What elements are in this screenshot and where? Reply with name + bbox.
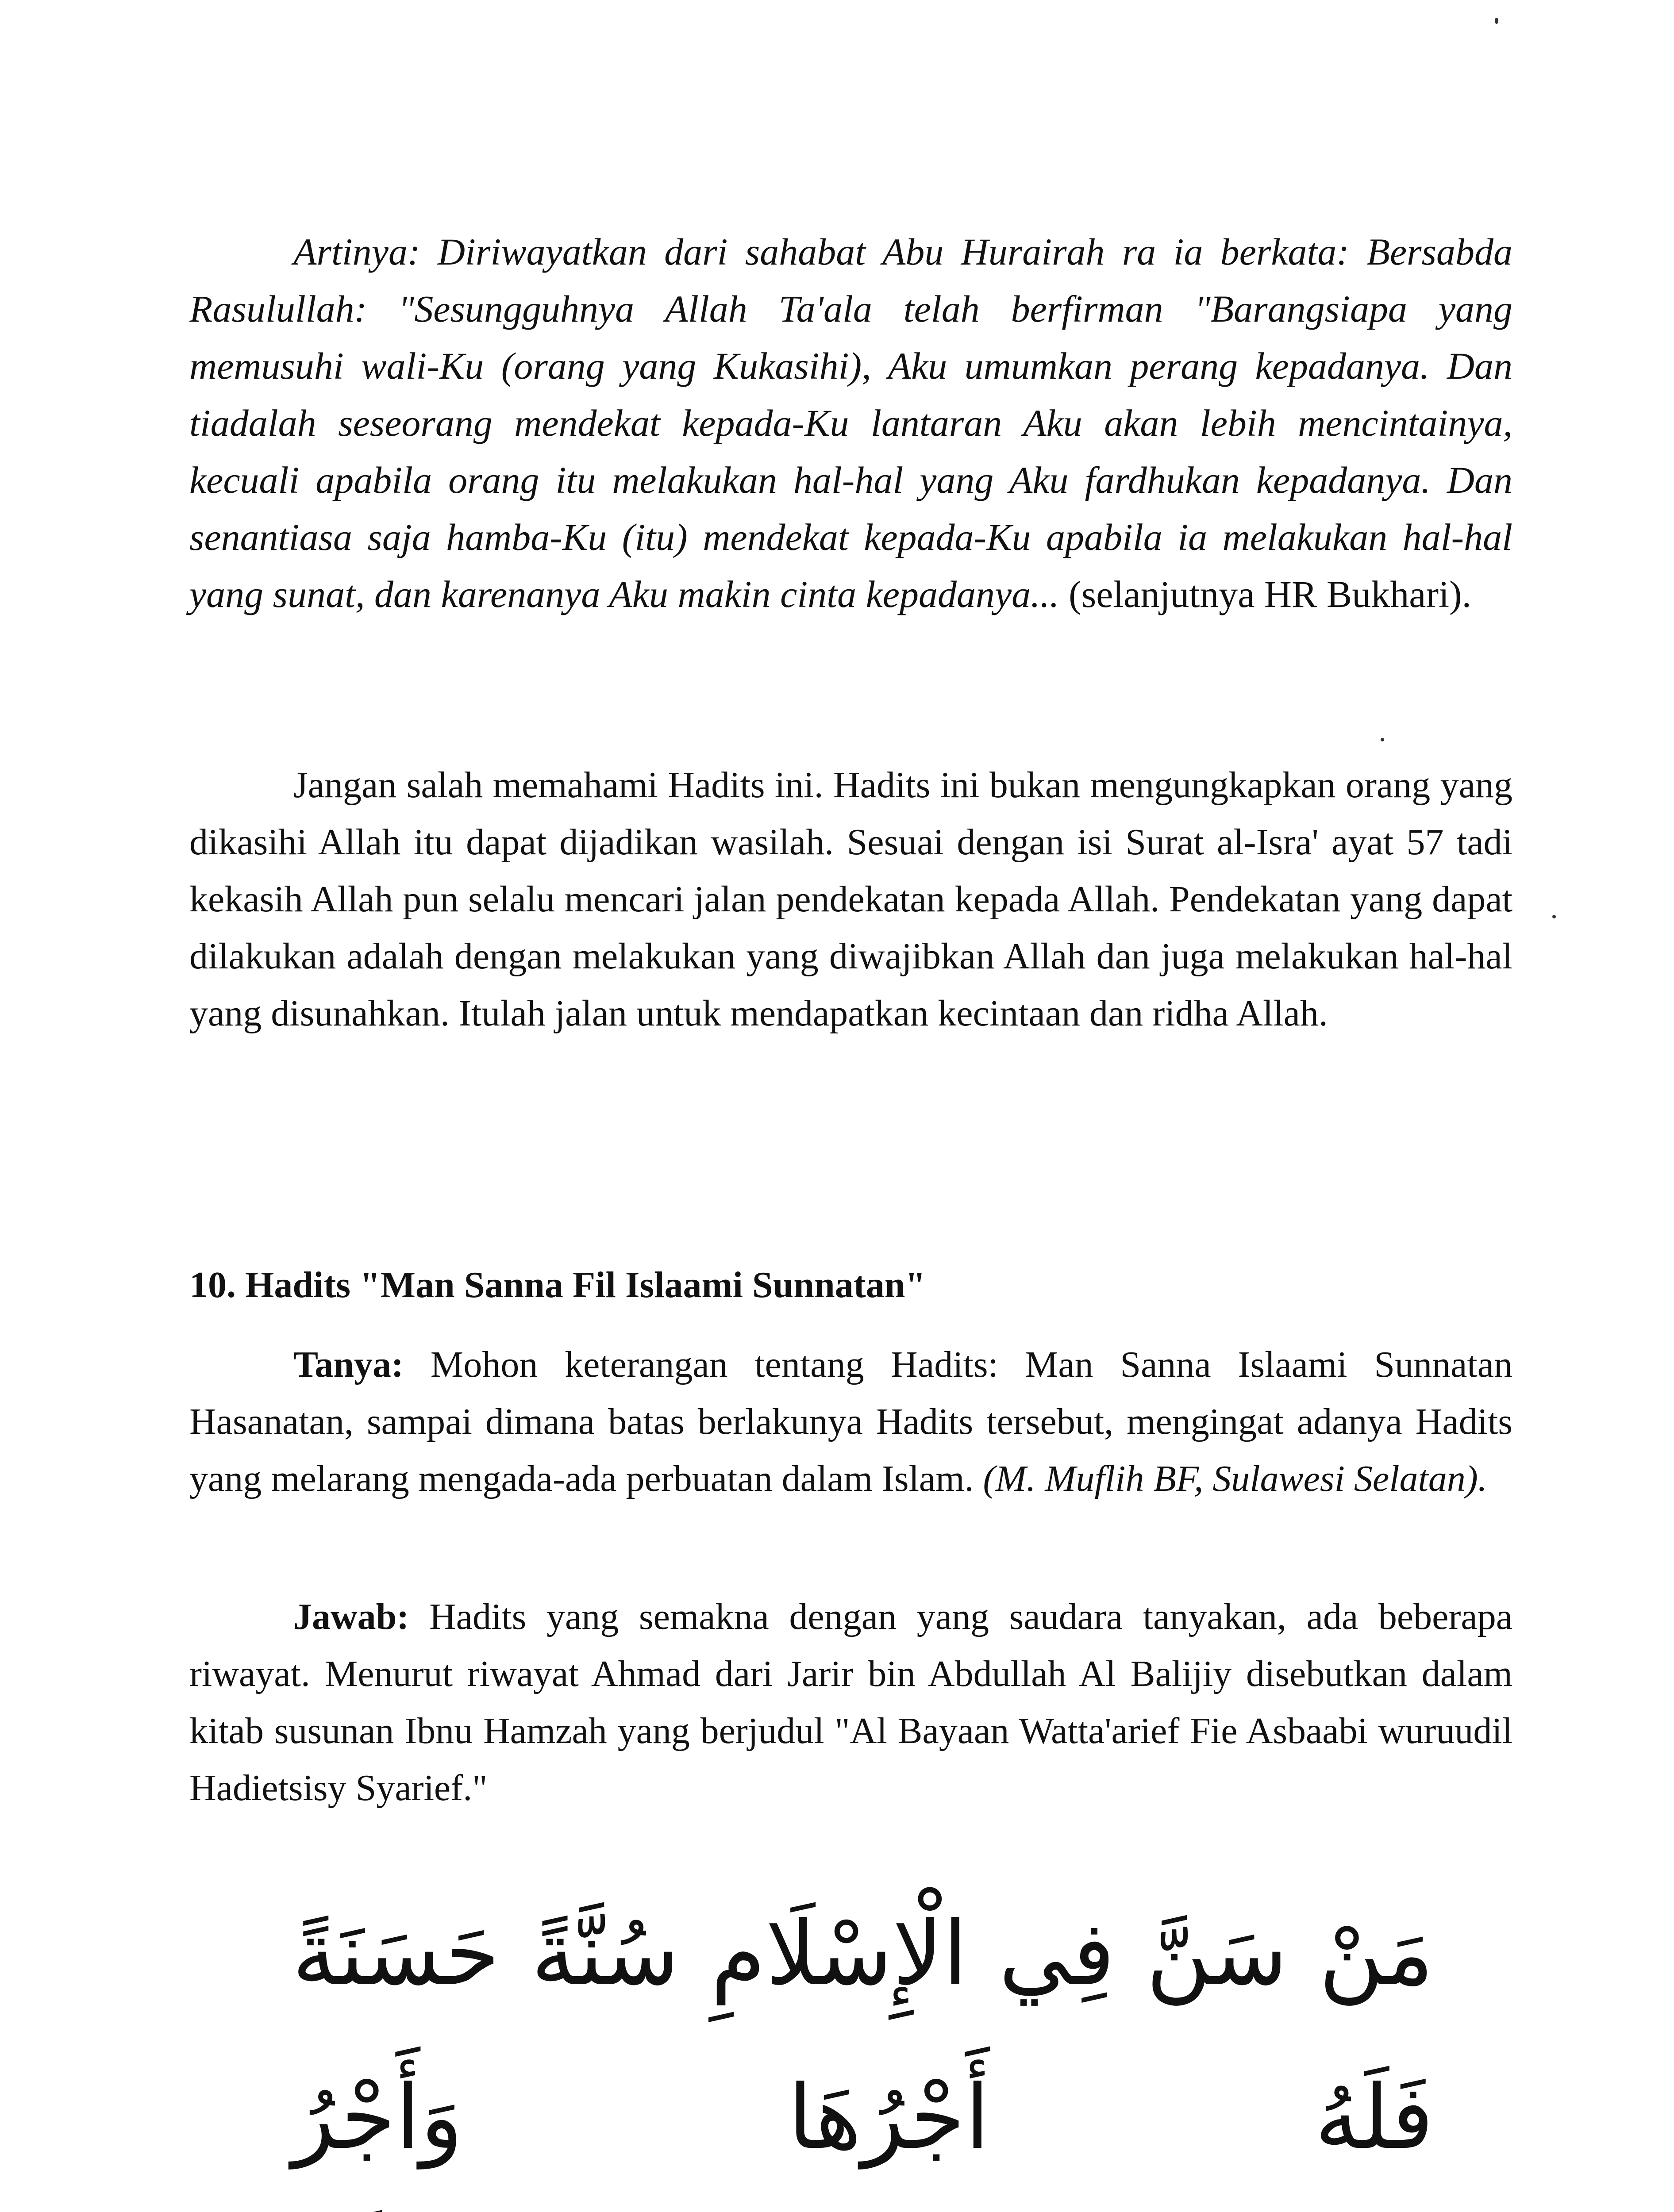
arabic-line-1: مَنْ سَنَّ فِي الْإِسْلَامِ سُنَّةً حَسَنَةً فَلَهُ أَجْرُهَا وَأَجْرُ [292, 1902, 1434, 2169]
hadith-translation-paragraph [189, 223, 1512, 623]
answer-block [189, 1588, 1512, 1816]
scan-speck [1552, 915, 1556, 918]
arabic-line-2 [292, 2200, 1434, 2212]
scan-speck [1495, 18, 1498, 24]
hadith-translation-block [189, 223, 1512, 623]
question-text: Mohon keterangan tentang Hadits: Man Sanna Islaami Sunnatan Hasanatan, sampai dimana batas berlakunya Hadits tersebut, mengingat adanya Hadits yang melarang mengada-ada perbuatan dalam Islam. [189, 1344, 1512, 1499]
answer-text: Hadits yang semakna dengan yang saudara tanyakan, ada beberapa riwayat. Menurut riwayat Ahmad dari Jarir bin Abdullah Al Balijiy disebutkan dalam kitab susunan Ibnu Hamzah yang berjudul "Al Bayaan Watta'arief Fie Asbaabi wuruudil Hadietsisy Syarief." [189, 1596, 1512, 1809]
answer-label: Jawab: [293, 1596, 409, 1637]
question-label: Tanya: [293, 1344, 404, 1385]
question-paragraph [189, 1336, 1512, 1507]
hadith-reference: (selanjutnya HR Bukhari). [1059, 573, 1472, 615]
question-block [189, 1336, 1512, 1507]
explanation-paragraph: Jangan salah memahami Hadits ini. Hadits ini bukan mengungkapkan orang yang dikasihi Allah itu dapat dijadikan wasilah. Sesuai dengan isi Surat al-Isra' ayat 57 tadi kekasih Allah pun selalu mencari jalan pendekatan kepada Allah. Pendekatan yang dapat dilakukan adalah dengan melakukan yang diwajibkan Allah dan juga melakukan hal-hal yang disunahkan. Itulah jalan untuk mendapatkan kecintaan dan ridha Allah. [189, 764, 1512, 1034]
section-heading: 10. Hadits "Man Sanna Fil Islaami Sunnatan" [189, 1264, 926, 1306]
question-asker: (M. Muflih BF, Sulawesi Selatan). [983, 1458, 1487, 1499]
hadith-translation-text: Artinya: Diriwayatkan dari sahabat Abu Hurairah ra ia berkata: Bersabda Rasulullah: "Sesungguhnya Allah Ta'ala telah berfirman "Barangsiapa yang memusuhi wali-Ku (orang yang Kukasihi), Aku umumkan perang kepadanya. Dan tiadalah seseorang mendekat kepada-Ku lantaran Aku akan lebih mencintainya, kecuali apabila orang itu melakukan hal-hal yang Aku fardhukan kepadanya. Dan senantiasa saja hamba-Ku (itu) mendekat kepada-Ku apabila ia melakukan hal-hal yang sunat, dan karenanya Aku makin cinta kepadanya... [189, 230, 1512, 615]
section-heading-block [189, 1256, 1512, 1313]
arabic-hadith-text [292, 1872, 1434, 2212]
scan-speck [1381, 738, 1384, 741]
explanation-block [189, 757, 1512, 1042]
answer-paragraph [189, 1588, 1512, 1816]
